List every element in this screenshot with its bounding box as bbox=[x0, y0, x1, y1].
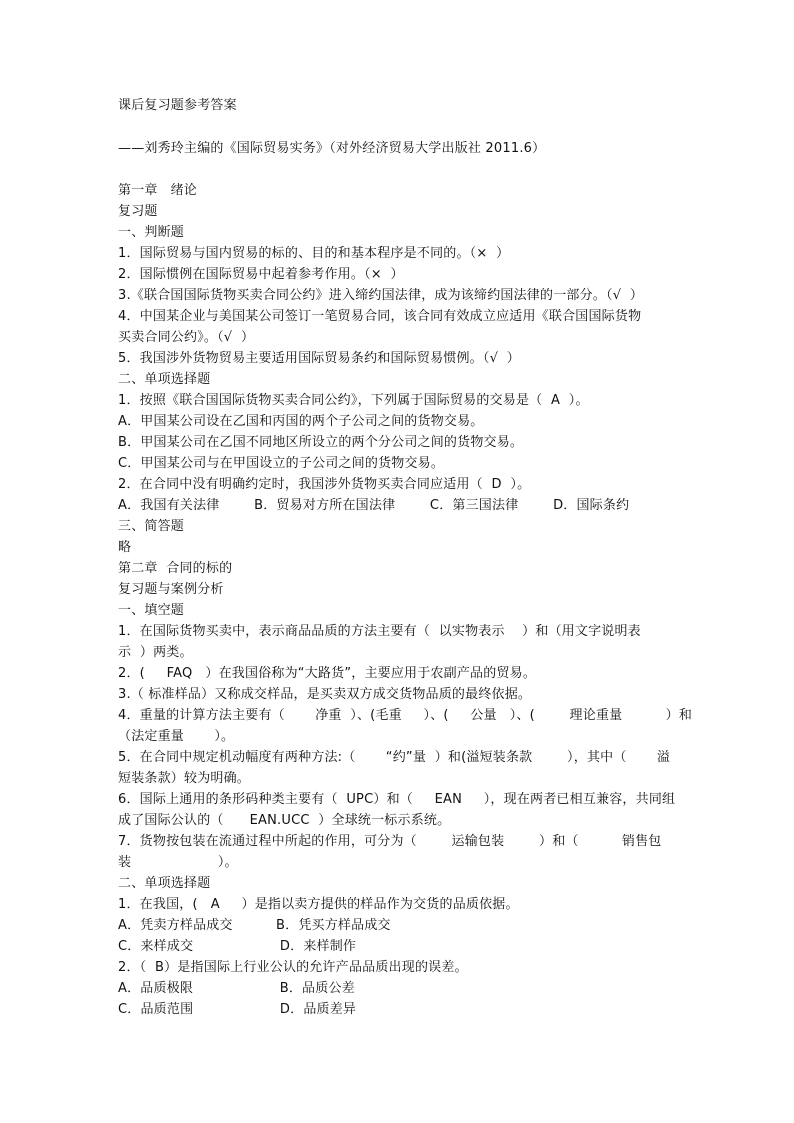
question-line: 5．在合同中规定机动幅度有两种方法:（ “约”量 ）和(溢短装条款 ），其中（ 溢 bbox=[118, 750, 671, 765]
question-line: 买卖合同公约》。（√ ） bbox=[118, 330, 255, 345]
doc-title: 课后复习题参考答案 bbox=[118, 98, 237, 113]
question-line: 成了国际公认的（ EAN.UCC ）全球统一标示系统。 bbox=[118, 813, 451, 828]
question-line: 装 ）。 bbox=[118, 855, 238, 870]
question-line: 示 ）两类。 bbox=[118, 645, 193, 660]
question-line: 2．( FAQ ）在我国俗称为“大路货”，主要应用于农副产品的贸易。 bbox=[118, 666, 537, 681]
question-line: 1．在我国，( A ）是指以卖方提供的样品作为交货的品质依据。 bbox=[118, 897, 519, 912]
answer-line: 略 bbox=[118, 540, 132, 555]
question-line: 2．国际惯例在国际贸易中起着参考作用。（× ） bbox=[118, 267, 404, 282]
question-line: 4．重量的计算方法主要有（ 净重 ）、(毛重 ）、( 公量 ）、( 理论重量 ）和 bbox=[118, 708, 693, 723]
section-heading: 二、单项选择题 bbox=[118, 876, 211, 891]
question-line: 7．货物按包装在流通过程中所起的作用，可分为（ 运输包装 ）和（ 销售包 bbox=[118, 834, 662, 849]
question-line: 2．在合同中没有明确约定时，我国涉外货物买卖合同应适用（ D ）。 bbox=[118, 477, 531, 492]
question-line: （法定重量 ）。 bbox=[118, 729, 235, 744]
question-line: 6．国际上通用的条形码种类主要有（ UPC）和（ EAN ），现在两者已相互兼容，共同组 bbox=[118, 792, 676, 807]
section-heading: 一、判断题 bbox=[118, 225, 185, 240]
option-line: A．我国有关法律 B．贸易对方所在国法律 C．第三国法律 D．国际条约 bbox=[118, 498, 630, 513]
option-line: C．品质范围 D．品质差异 bbox=[118, 1002, 357, 1017]
question-line: 5．我国涉外货物贸易主要适用国际贸易条约和国际贸易惯例。（√ ） bbox=[118, 351, 520, 366]
question-line: 短装条款）较为明确。 bbox=[118, 771, 251, 786]
section-heading: 一、填空题 bbox=[118, 603, 185, 618]
section-heading: 复习题与案例分析 bbox=[118, 582, 224, 597]
option-line: A．凭卖方样品成交 B．凭买方样品成交 bbox=[118, 918, 391, 933]
question-line: 3.《联合国国际货物买卖合同公约》进入缔约国法律，成为该缔约国法律的一部分。（√ ） bbox=[118, 288, 644, 303]
chapter-2-heading: 第二章 合同的标的 bbox=[118, 561, 233, 576]
chapter-1-heading: 第一章 绪论 bbox=[118, 183, 197, 198]
question-line: 1．按照《联合国国际货物买卖合同公约》，下列属于国际贸易的交易是（ A ）。 bbox=[118, 393, 589, 408]
option-line: A．品质极限 B．品质公差 bbox=[118, 981, 355, 996]
question-line: 4．中国某企业与美国某公司签订一笔贸易合同，该合同有效成立应适用《联合国国际货物 bbox=[118, 309, 642, 324]
question-line: 2．（ B）是指国际上行业公认的允许产品品质出现的误差。 bbox=[118, 960, 468, 975]
question-line: 3.（ 标准样品）又称成交样品，是买卖双方成交货物品质的最终依据。 bbox=[118, 687, 532, 702]
section-heading: 复习题 bbox=[118, 204, 158, 219]
doc-subtitle: ——刘秀玲主编的《国际贸易实务》（对外经济贸易大学出版社 2011.6） bbox=[118, 141, 546, 156]
question-line: 1．国际贸易与国内贸易的标的、目的和基本程序是不同的。（× ） bbox=[118, 246, 510, 261]
question-line: 1．在国际货物买卖中，表示商品品质的方法主要有（ 以实物表示 ）和（用文字说明表 bbox=[118, 624, 641, 639]
option-line: A．甲国某公司设在乙国和丙国的两个子公司之间的货物交易。 bbox=[118, 414, 484, 429]
option-line: B．甲国某公司在乙国不同地区所设立的两个分公司之间的货物交易。 bbox=[118, 435, 524, 450]
section-heading: 二、单项选择题 bbox=[118, 372, 211, 387]
option-line: C．来样成交 D．来样制作 bbox=[118, 939, 357, 954]
section-heading: 三、简答题 bbox=[118, 519, 185, 534]
option-line: C．甲国某公司与在甲国设立的子公司之间的货物交易。 bbox=[118, 456, 445, 471]
